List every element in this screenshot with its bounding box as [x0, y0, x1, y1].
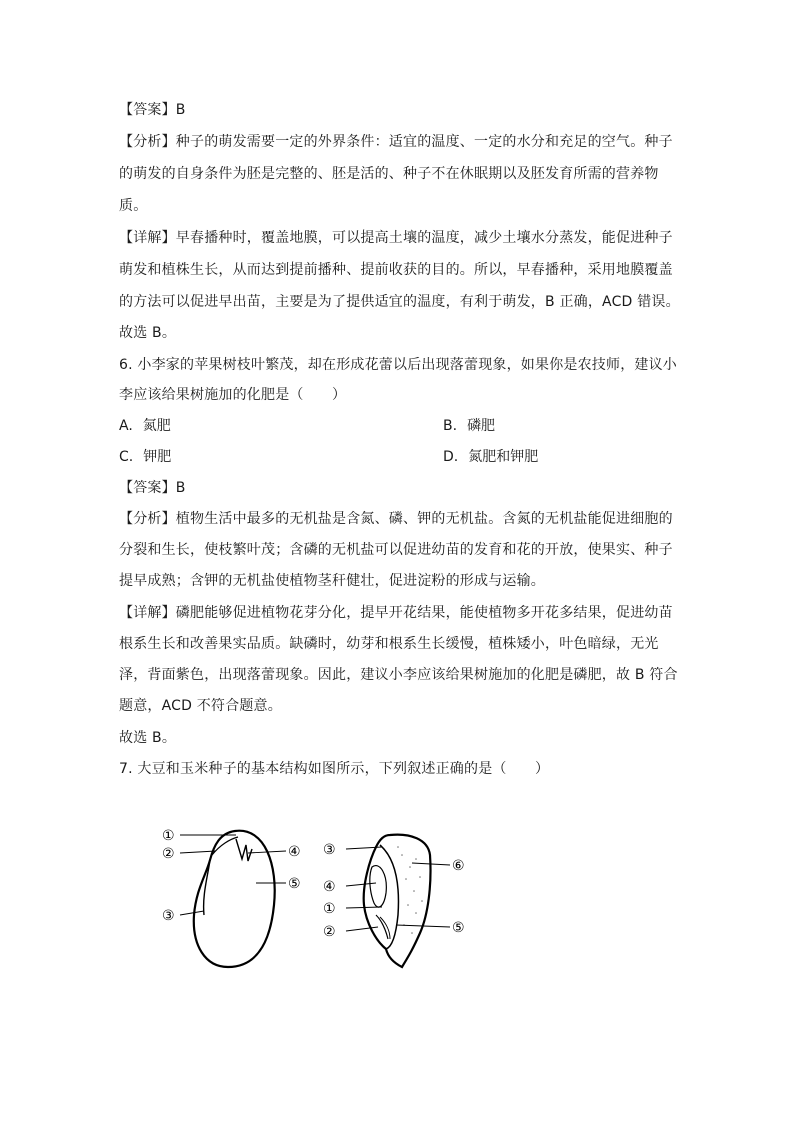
corn-label-4: ④	[323, 879, 336, 895]
option-a[interactable]: A. 氮肥	[119, 418, 171, 434]
bean-seed-drawing	[162, 828, 301, 967]
detail-line: 【详解】磷肥能够促进植物花芽分化，提早开花结果，能使植物多开花多结果，促进幼苗	[119, 605, 673, 621]
corn-plumule	[370, 866, 386, 907]
detail-line: 的方法可以促进早出苗，主要是为了提供适宜的温度，有利于萌发，B 正确，ACD 错误。	[119, 294, 680, 310]
detail-line: 根系生长和改善果实品质。缺磷时，幼芽和根系生长缓慢，植株矮小，叶色暗绿，无光	[119, 636, 659, 652]
answer-line: 【答案】B	[119, 102, 186, 118]
detail-line: 萌发和植株生长，从而达到提前播种、提前收获的目的。所以，早春播种，采用地膜覆盖	[119, 262, 673, 278]
option-b[interactable]: B. 磷肥	[443, 418, 496, 434]
corn-label-1: ①	[323, 901, 336, 917]
bean-plumule	[236, 839, 252, 861]
seed-structure-figure	[150, 815, 490, 985]
question-6-line: 6. 小李家的苹果树枝叶繁茂，却在形成花蕾以后出现落蕾现象，如果你是农技师，建议小	[119, 357, 678, 373]
bean-label-4: ④	[288, 844, 301, 860]
detail-line: 泽，背面紫色，出现落蕾现象。因此，建议小李应该给果树施加的化肥是磷肥，故 B 符合	[119, 667, 678, 683]
analysis-line: 分裂和生长，使枝繁叶茂；含磷的无机盐可以促进幼苗的发育和花的开放，使果实、种子	[119, 542, 673, 558]
conclusion-line: 故选 B。	[119, 730, 177, 746]
conclusion-line: 故选 B。	[119, 325, 177, 341]
option-d[interactable]: D. 氮肥和钾肥	[443, 449, 539, 465]
analysis-line: 的萌发的自身条件为胚是完整的、胚是活的、种子不在休眠期以及胚发育所需的营养物	[119, 166, 659, 182]
corn-label-3: ③	[323, 842, 336, 858]
corn-seed-drawing	[323, 835, 465, 967]
bean-label-1: ①	[162, 828, 175, 844]
analysis-line: 【分析】种子的萌发需要一定的外界条件：适宜的温度、一定的水分和充足的空气。种子	[119, 134, 673, 150]
bean-label-5: ⑤	[288, 876, 301, 892]
corn-label-2: ②	[323, 924, 336, 940]
analysis-line: 【分析】植物生活中最多的无机盐是含氮、磷、钾的无机盐。含氮的无机盐能促进细胞的	[119, 511, 673, 527]
question-6-line: 李应该给果树施加的化肥是（ ）	[119, 387, 347, 403]
detail-line: 题意，ACD 不符合题意。	[119, 698, 282, 714]
bean-label-3: ③	[162, 908, 175, 924]
corn-label-5: ⑤	[452, 920, 465, 936]
bean-label-2: ②	[162, 846, 175, 862]
analysis-line: 提早成熟；含钾的无机盐使植物茎秆健壮，促进淀粉的形成与运输。	[119, 573, 545, 589]
question-7-line: 7. 大豆和玉米种子的基本结构如图所示，下列叙述正确的是（ ）	[119, 761, 550, 777]
answer-line: 【答案】B	[119, 480, 186, 496]
analysis-line: 质。	[119, 198, 148, 214]
corn-label-6: ⑥	[452, 858, 465, 874]
option-c[interactable]: C. 钾肥	[119, 449, 172, 465]
detail-line: 【详解】早春播种时，覆盖地膜，可以提高土壤的温度，减少土壤水分蒸发，能促进种子	[119, 230, 673, 246]
